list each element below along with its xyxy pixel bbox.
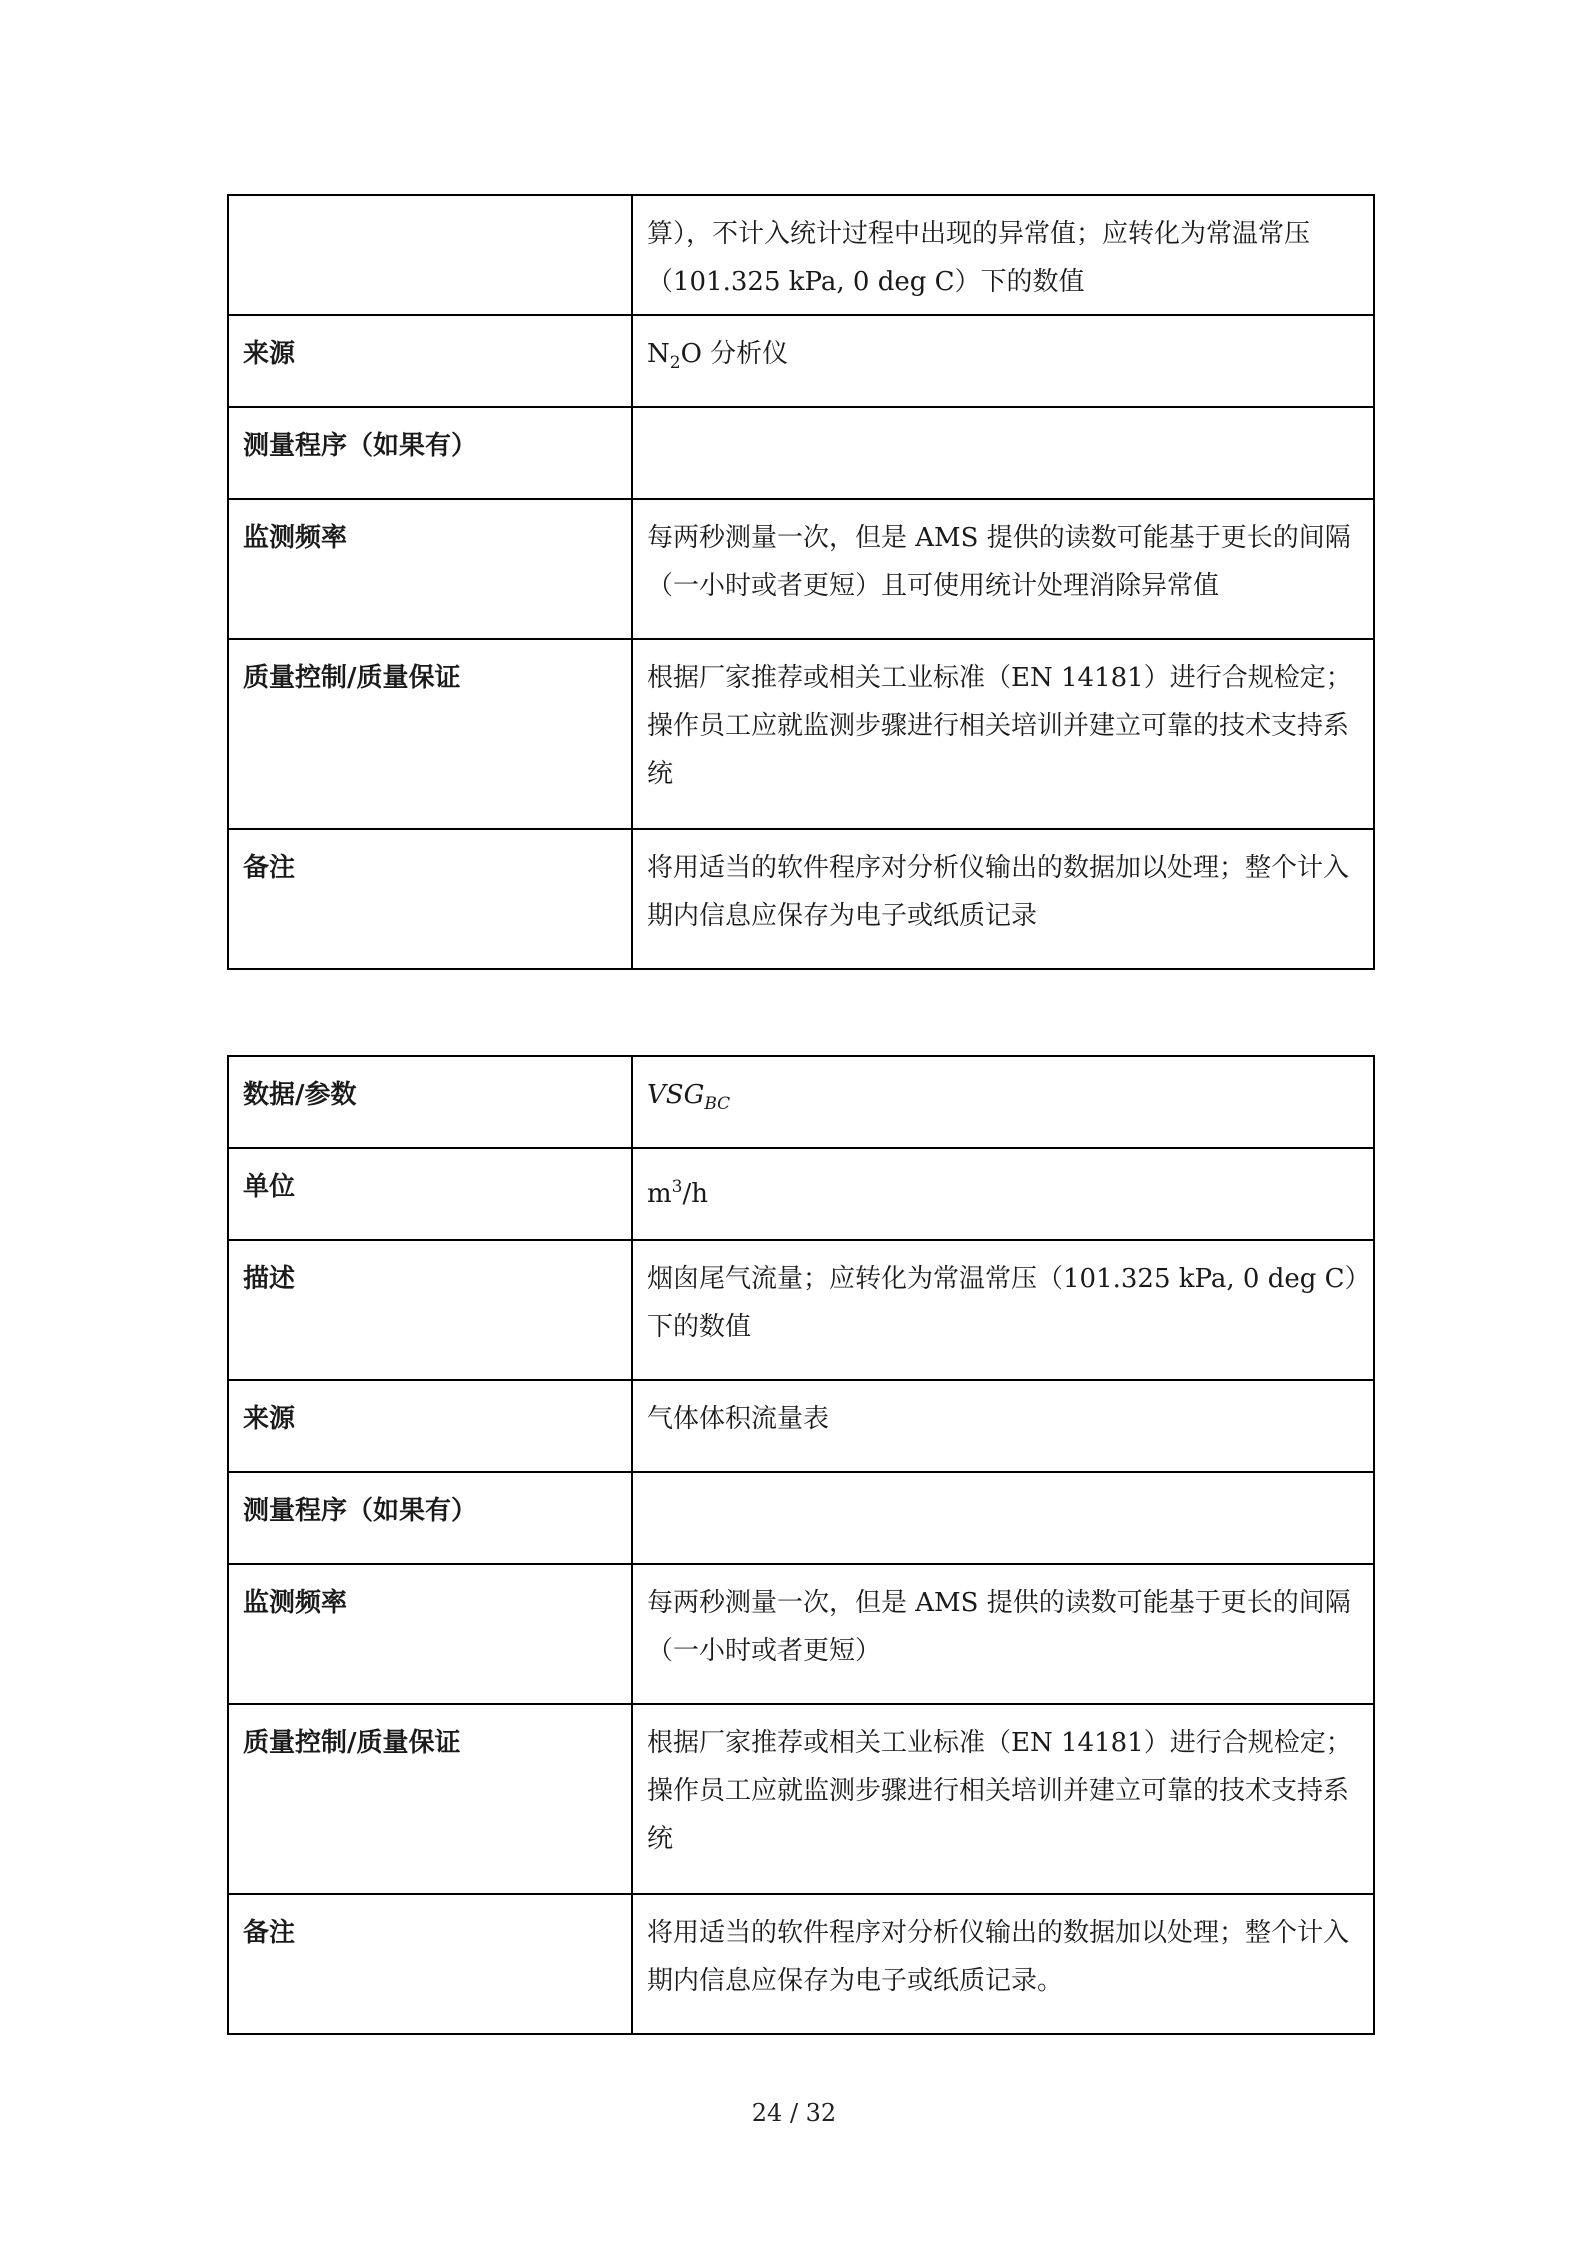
- table-row: [228, 195, 1374, 315]
- table-row: [228, 1704, 1374, 1894]
- table-row: [228, 1148, 1374, 1240]
- table-row: [228, 1894, 1374, 2034]
- table-row: [228, 1564, 1374, 1704]
- unit-base: m: [647, 1179, 672, 1209]
- table-row: [228, 639, 1374, 829]
- row-label: 备注: [228, 829, 632, 969]
- table-row: [228, 315, 1374, 407]
- row-label: 来源: [228, 1380, 632, 1472]
- row-label: 单位: [228, 1148, 632, 1240]
- table-row: [228, 1380, 1374, 1472]
- row-value: [632, 1472, 1374, 1564]
- monitoring-table-vsg: [227, 1055, 1375, 2035]
- row-value: [632, 1056, 1374, 1148]
- table-row: [228, 829, 1374, 969]
- row-value: [632, 407, 1374, 499]
- row-label: 监测频率: [228, 1564, 632, 1704]
- row-label: 来源: [228, 315, 632, 407]
- row-label: 备注: [228, 1894, 632, 2034]
- row-value: 将用适当的软件程序对分析仪输出的数据加以处理；整个计入期内信息应保存为电子或纸质记录: [632, 829, 1374, 969]
- table-row: [228, 407, 1374, 499]
- row-value: 算），不计入统计过程中出现的异常值；应转化为常温常压（101.325 kPa, 0 deg C）下的数值: [632, 195, 1374, 315]
- table-row: [228, 499, 1374, 639]
- row-label: 数据/参数: [228, 1056, 632, 1148]
- unit-exponent: 3: [671, 1177, 683, 1197]
- row-label: 质量控制/质量保证: [228, 1704, 632, 1894]
- row-label: 测量程序（如果有）: [228, 407, 632, 499]
- row-value: 烟囱尾气流量；应转化为常温常压（101.325 kPa, 0 deg C）下的数值: [632, 1240, 1374, 1380]
- table-row: [228, 1472, 1374, 1564]
- parameter-symbol: VSG: [647, 1080, 705, 1110]
- source-formula-subscript: 2: [669, 353, 681, 373]
- unit-rest: /h: [682, 1179, 708, 1209]
- source-formula-rest: O 分析仪: [680, 339, 789, 369]
- row-label: 监测频率: [228, 499, 632, 639]
- row-value: 气体体积流量表: [632, 1380, 1374, 1472]
- row-value: 每两秒测量一次，但是 AMS 提供的读数可能基于更长的间隔（一小时或者更短）: [632, 1564, 1374, 1704]
- row-label: 描述: [228, 1240, 632, 1380]
- source-formula-main: N: [647, 339, 670, 369]
- row-value: 将用适当的软件程序对分析仪输出的数据加以处理；整个计入期内信息应保存为电子或纸质记录。: [632, 1894, 1374, 2034]
- row-value: [632, 315, 1374, 407]
- row-value: 根据厂家推荐或相关工业标准（EN 14181）进行合规检定；操作员工应就监测步骤进行相关培训并建立可靠的技术支持系统: [632, 1704, 1374, 1894]
- row-label: 质量控制/质量保证: [228, 639, 632, 829]
- parameter-subscript: BC: [704, 1094, 731, 1114]
- table-row: [228, 1240, 1374, 1380]
- row-value: 根据厂家推荐或相关工业标准（EN 14181）进行合规检定；操作员工应就监测步骤进行相关培训并建立可靠的技术支持系统: [632, 639, 1374, 829]
- table-row: [228, 1056, 1374, 1148]
- monitoring-table-n2o-continued: [227, 194, 1375, 970]
- row-label: 测量程序（如果有）: [228, 1472, 632, 1564]
- row-value: [632, 1148, 1374, 1240]
- row-label: [228, 195, 632, 315]
- page-number: 24 / 32: [751, 2099, 837, 2127]
- row-value: 每两秒测量一次，但是 AMS 提供的读数可能基于更长的间隔（一小时或者更短）且可使用统计处理消除异常值: [632, 499, 1374, 639]
